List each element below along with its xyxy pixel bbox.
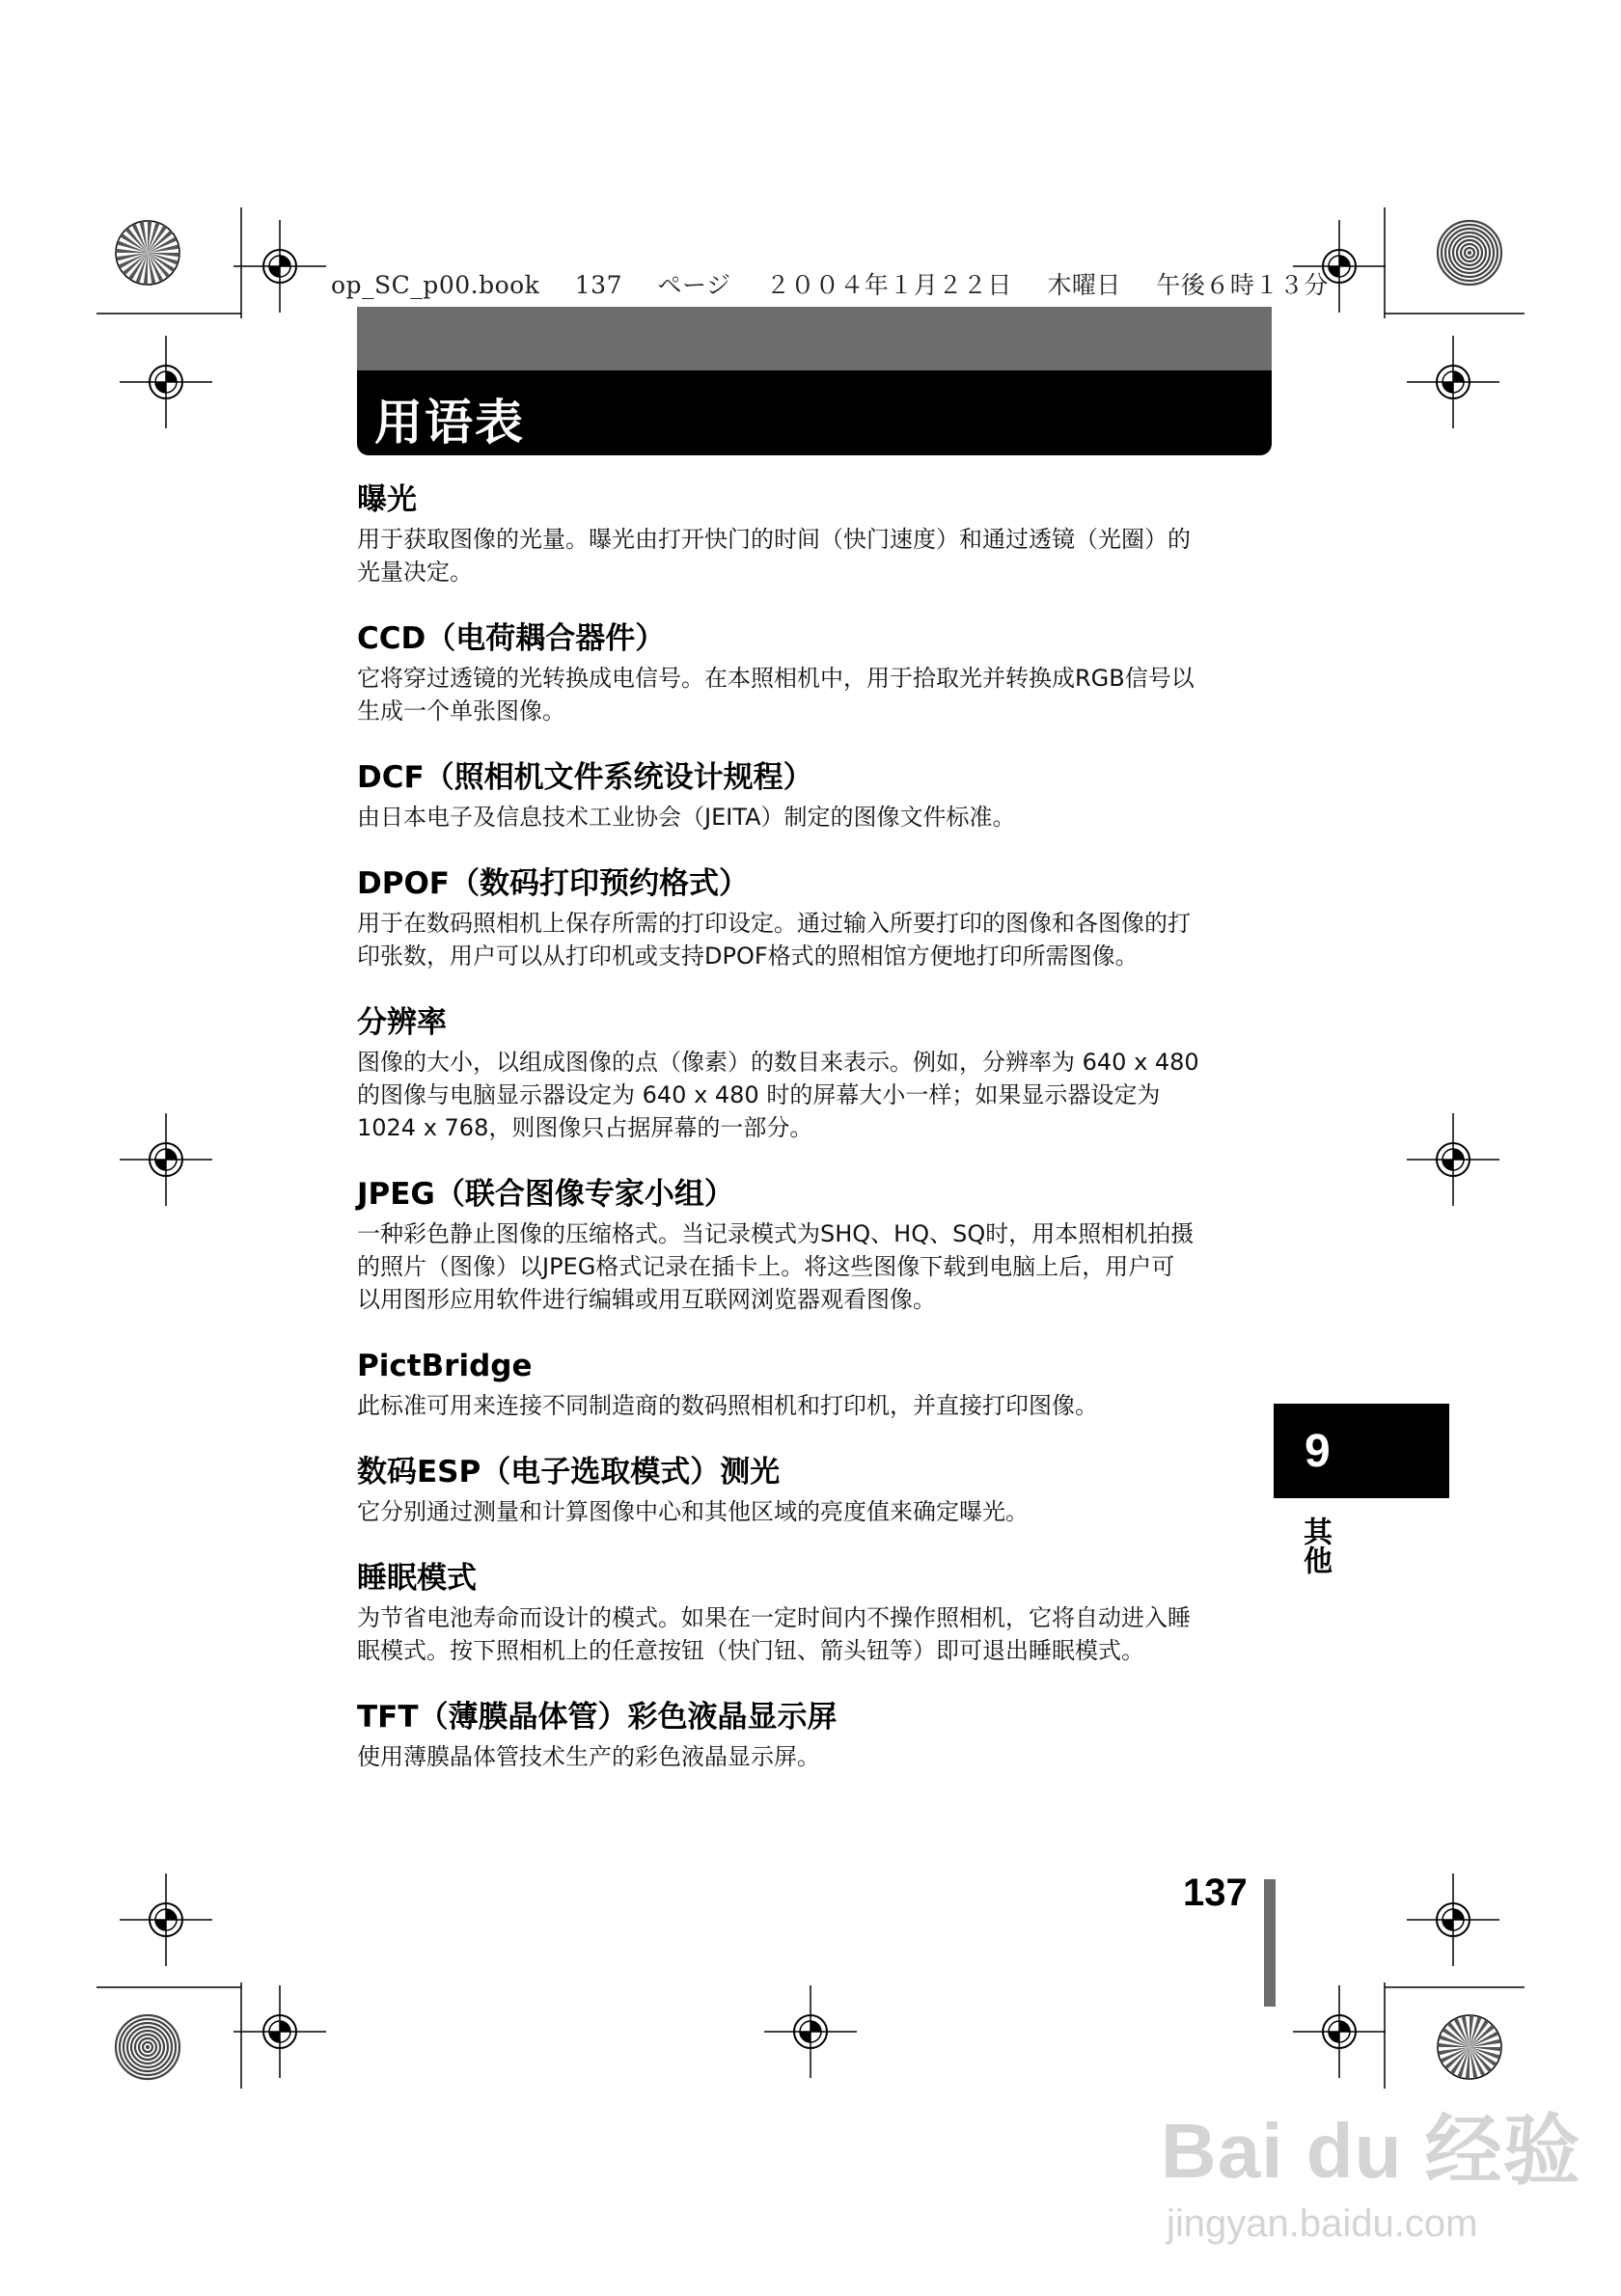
glossary-term: TFT（薄膜晶体管）彩色液晶显示屏 — [357, 1700, 838, 1735]
glossary-definition-line: 以用图形应用软件进行编辑或用互联网浏览器观看图像。 — [357, 1286, 936, 1313]
title-bar-black-band — [357, 370, 1272, 455]
glossary-definition-line: 眠模式。按下照相机上的任意按钮（快门钮、箭头钮等）即可退出睡眠模式。 — [357, 1637, 1144, 1664]
color-wheel-icon — [116, 221, 179, 285]
glossary-term: PictBridge — [357, 1349, 533, 1383]
registration-target-icon — [1407, 1873, 1499, 1966]
print-header-page-word: ページ — [657, 271, 731, 299]
registration-target-icon — [1407, 336, 1499, 428]
print-header-weekday: 木曜日 — [1047, 271, 1121, 299]
print-header — [331, 266, 1329, 301]
watermark-url: jingyan.baidu.com — [1167, 2202, 1478, 2245]
watermark — [1153, 2089, 1581, 2291]
glossary-definition-line: 印张数，用户可以从打印机或支持DPOF格式的照相馆方便地打印所需图像。 — [357, 943, 1139, 970]
glossary-term: 睡眠模式 — [357, 1561, 477, 1596]
registration-target-icon — [120, 1873, 212, 1966]
glossary-definition-line: 它分别通过测量和计算图像中心和其他区域的亮度值来确定曝光。 — [357, 1498, 1029, 1525]
glossary-definition-line: 使用薄膜晶体管技术生产的彩色液晶显示屏。 — [357, 1743, 820, 1770]
glossary-entry — [357, 862, 1274, 972]
glossary-term: DCF（照相机文件系统设计规程） — [357, 760, 813, 795]
glossary-entry — [357, 1001, 1274, 1144]
glossary-entry — [357, 1173, 1274, 1316]
registration-target-icon — [234, 220, 326, 313]
glossary-term: JPEG（联合图像专家小组） — [357, 1177, 734, 1212]
glossary-entry — [357, 756, 1274, 834]
glossary-list — [357, 478, 1274, 1802]
glossary-term: 分辨率 — [357, 1005, 447, 1040]
chapter-number: 9 — [1305, 1426, 1331, 1477]
registration-target-icon — [120, 336, 212, 428]
watermark-brand: Bai du 经验 — [1161, 2108, 1581, 2194]
registration-target-icon — [234, 1985, 326, 2078]
glossary-definition-line: 用于获取图像的光量。曝光由打开快门的时间（快门速度）和通过透镜（光圈）的 — [357, 526, 1191, 553]
glossary-term: 曝光 — [357, 482, 417, 517]
glossary-entry — [357, 617, 1274, 727]
print-header-time: 午後６時１３分 — [1156, 271, 1329, 299]
glossary-definition-line: 的图像与电脑显示器设定为 640 x 480 时的屏幕大小一样；如果显示器设定为 — [357, 1081, 1161, 1108]
chapter-tab — [1274, 1404, 1449, 1498]
page-number: 137 — [1183, 1872, 1248, 1914]
glossary-definition-line: 一种彩色静止图像的压缩格式。当记录模式为SHQ、HQ、SQ时，用本照相机拍摄 — [357, 1220, 1195, 1247]
concentric-ring-icon — [116, 2015, 179, 2079]
color-wheel-icon — [1438, 2015, 1501, 2079]
registration-target-icon — [1407, 1113, 1499, 1206]
concentric-ring-icon — [1438, 221, 1501, 285]
glossary-definition-line: 生成一个单张图像。 — [357, 697, 565, 724]
glossary-definition-line: 由日本电子及信息技术工业协会（JEITA）制定的图像文件标准。 — [357, 804, 1016, 831]
glossary-entry — [357, 1451, 1274, 1528]
print-header-page: 137 — [574, 271, 622, 299]
glossary-entry — [357, 1696, 1274, 1773]
print-header-file: op_SC_p00.book — [331, 271, 540, 299]
print-header-date: ２００４年１月２２日 — [765, 271, 1012, 299]
title-bar — [357, 307, 1272, 455]
glossary-entry — [357, 1557, 1274, 1667]
registration-target-icon — [1293, 1985, 1386, 2078]
glossary-definition-line: 1024 x 768，则图像只占据屏幕的一部分。 — [357, 1114, 813, 1141]
glossary-definition-line: 为节省电池寿命而设计的模式。如果在一定时间内不操作照相机，它将自动进入睡 — [357, 1604, 1191, 1631]
glossary-definition-line: 用于在数码照相机上保存所需的打印设定。通过输入所要打印的图像和各图像的打 — [357, 910, 1191, 937]
glossary-definition-line: 的照片（图像）以JPEG格式记录在插卡上。将这些图像下载到电脑上后，用户可 — [357, 1253, 1175, 1280]
chapter-label: 其他 — [1298, 1517, 1332, 1574]
page-number-bar — [1264, 1879, 1276, 2007]
glossary-term: CCD（电荷耦合器件） — [357, 621, 666, 656]
glossary-entry — [357, 1345, 1274, 1422]
glossary-term: DPOF（数码打印预约格式） — [357, 866, 749, 901]
glossary-definition-line: 此标准可用来连接不同制造商的数码照相机和打印机，并直接打印图像。 — [357, 1392, 1098, 1419]
registration-target-icon — [764, 1985, 857, 2078]
glossary-definition-line: 图像的大小，以组成图像的点（像素）的数目来表示。例如，分辨率为 640 x 480 — [357, 1049, 1199, 1076]
glossary-definition-line: 它将穿过透镜的光转换成电信号。在本照相机中，用于拾取光并转换成RGB信号以 — [357, 665, 1195, 692]
page-title: 用语表 — [374, 395, 525, 451]
glossary-entry — [357, 478, 1274, 588]
title-bar-gray-band — [357, 307, 1272, 370]
glossary-definition-line: 光量决定。 — [357, 559, 473, 586]
registration-target-icon — [120, 1113, 212, 1206]
glossary-term: 数码ESP（电子选取模式）测光 — [357, 1455, 781, 1490]
